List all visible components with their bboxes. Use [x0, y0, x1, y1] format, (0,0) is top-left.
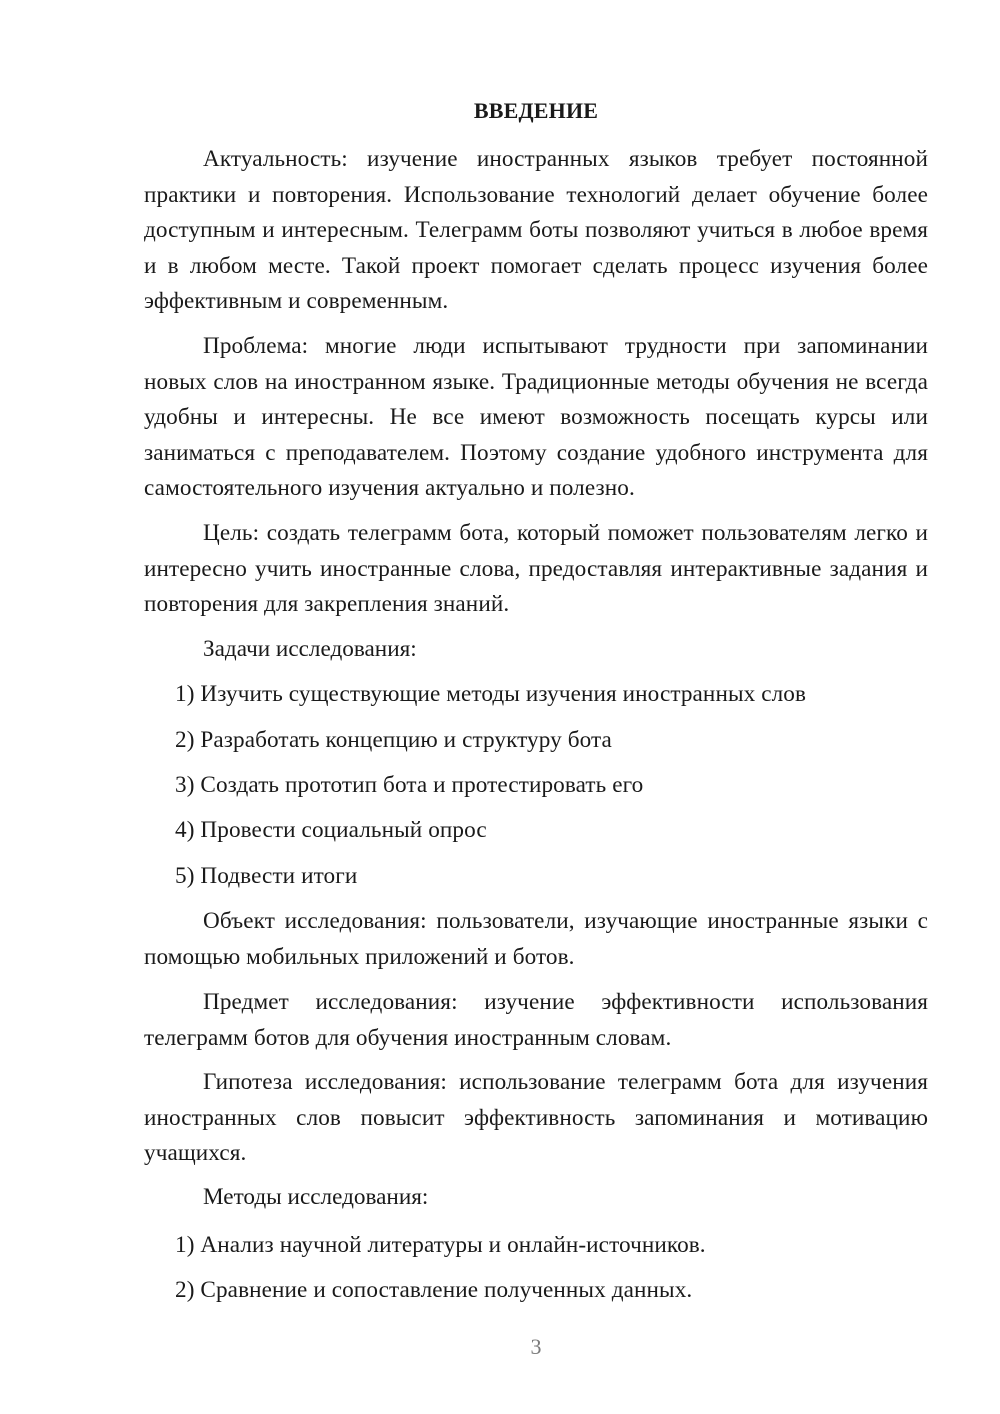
- task-item: 5) Подвести итоги: [175, 863, 358, 889]
- tasks-heading: Задачи исследования:: [203, 636, 417, 662]
- object-block: [144, 904, 928, 975]
- task-item: 4) Провести социальный опрос: [175, 817, 487, 843]
- subject-paragraph: Предмет исследования: изучение эффективности использования телеграмм ботов для обучения иностранным словам.: [144, 989, 928, 1051]
- document-title: ВВЕДЕНИЕ: [473, 98, 599, 123]
- method-item: 2) Сравнение и сопоставление полученных данных.: [175, 1277, 693, 1303]
- task-item: 3) Создать прототип бота и протестировать его: [175, 772, 644, 798]
- subject-block: [144, 985, 928, 1056]
- object-paragraph: Объект исследования: пользователи, изучающие иностранные языки с помощью мобильных приложений и ботов.: [144, 908, 928, 970]
- relevance-block: [144, 142, 928, 320]
- task-item: 1) Изучить существующие методы изучения иностранных слов: [175, 681, 807, 707]
- hypothesis-block: [144, 1065, 928, 1172]
- page-number: 3: [530, 1334, 542, 1359]
- problem-block: [144, 329, 928, 507]
- relevance-paragraph: Актуальность: изучение иностранных языков требует постоянной практики и повторения. Использование технологий делает обучение более доступным и интересным. Телеграмм боты позволяют учиться в любое время и в любом месте. Такой проект помогает сделать процесс изучения более эффективным и современным.: [144, 146, 928, 314]
- method-item: 1) Анализ научной литературы и онлайн-источников.: [175, 1232, 706, 1258]
- task-item: 2) Разработать концепцию и структуру бота: [175, 727, 612, 753]
- hypothesis-paragraph: Гипотеза исследования: использование телеграмм бота для изучения иностранных слов повысит эффективность запоминания и мотивацию учащихся.: [144, 1069, 928, 1166]
- goal-block: [144, 516, 928, 623]
- methods-heading: Методы исследования:: [203, 1184, 429, 1210]
- goal-paragraph: Цель: создать телеграмм бота, который поможет пользователям легко и интересно учить иностранные слова, предоставляя интерактивные задания и повторения для закрепления знаний.: [144, 520, 928, 617]
- problem-paragraph: Проблема: многие люди испытывают трудности при запоминании новых слов на иностранном языке. Традиционные методы обучения не всегда удобны и интересны. Не все имеют возможность посещать курсы или заниматься с преподавателем. Поэтому создание удобного инструмента для самостоятельного изучения актуально и полезно.: [144, 333, 928, 501]
